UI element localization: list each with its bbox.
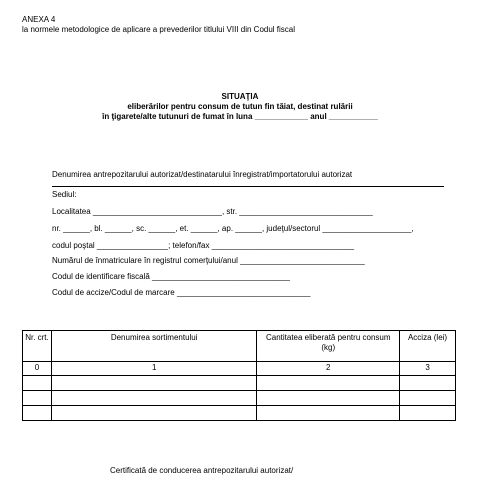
field-cif: Codul de identificare fiscală _______________________________ xyxy=(52,272,290,281)
table-cell[interactable] xyxy=(257,391,400,406)
annex-reference: la normele metodologice de aplicare a prevederilor titlului VIII din Codul fiscal xyxy=(22,25,296,34)
table-cell[interactable] xyxy=(51,376,256,391)
table-cell[interactable] xyxy=(23,391,52,406)
field-localitatea: Localitatea _____________________________, str. ______________________________ xyxy=(52,207,373,216)
document-subtitle-line2: în ţigarete/alte tutunuri de fumat în luna ____________ anul ___________ xyxy=(102,112,378,121)
table-header-row xyxy=(23,331,456,362)
table-cell[interactable] xyxy=(51,406,256,421)
table-cell[interactable] xyxy=(51,391,256,406)
field-adresa: nr. ______, bl. ______, sc. ______, et. ______, ap. ______, judeţul/sectorul ____________________, xyxy=(52,224,414,233)
table-row xyxy=(23,376,456,391)
table-cell[interactable] xyxy=(257,376,400,391)
header-nr-crt: Nr. crt. xyxy=(23,331,52,362)
table-row xyxy=(23,406,456,421)
table-cell[interactable] xyxy=(400,376,456,391)
table-number-row xyxy=(23,362,456,376)
consumption-table xyxy=(22,330,456,421)
column-number-1: 1 xyxy=(51,362,256,376)
field-accize: Codul de accize/Codul de marcare ______________________________ xyxy=(52,288,311,297)
table-cell[interactable] xyxy=(400,391,456,406)
table-cell[interactable] xyxy=(400,406,456,421)
certificate-text: Certificată de conducerea antrepozitarului autorizat/ xyxy=(110,466,294,475)
table-cell[interactable] xyxy=(23,376,52,391)
table-cell[interactable] xyxy=(23,406,52,421)
header-cantitatea: Cantitatea eliberată pentru consum (kg) xyxy=(257,331,400,362)
document-title: SITUAŢIA xyxy=(221,92,259,101)
field-cod-postal: codul poştal ________________; telefon/fax ________________________________ xyxy=(52,241,355,250)
field-sediul: Sediul: xyxy=(52,190,77,199)
field-denumirea: Denumirea antrepozitarului autorizat/destinatarului înregistrat/importatorului autorizat xyxy=(52,170,353,179)
table-row xyxy=(23,391,456,406)
field-registru: Numărul de înmatriculare în registrul comerţului/anul ____________________________ xyxy=(52,256,365,265)
header-acciza: Acciza (lei) xyxy=(400,331,456,362)
table-cell[interactable] xyxy=(257,406,400,421)
document-subtitle-line1: eliberărilor pentru consum de tutun fin tăiat, destinat rulării xyxy=(127,102,353,111)
field-denumirea-line xyxy=(52,186,444,187)
header-denumirea-sortimentului: Denumirea sortimentului xyxy=(51,331,256,362)
column-number-3: 3 xyxy=(400,362,456,376)
annex-label: ANEXA 4 xyxy=(22,15,56,24)
column-number-0: 0 xyxy=(23,362,52,376)
column-number-2: 2 xyxy=(257,362,400,376)
